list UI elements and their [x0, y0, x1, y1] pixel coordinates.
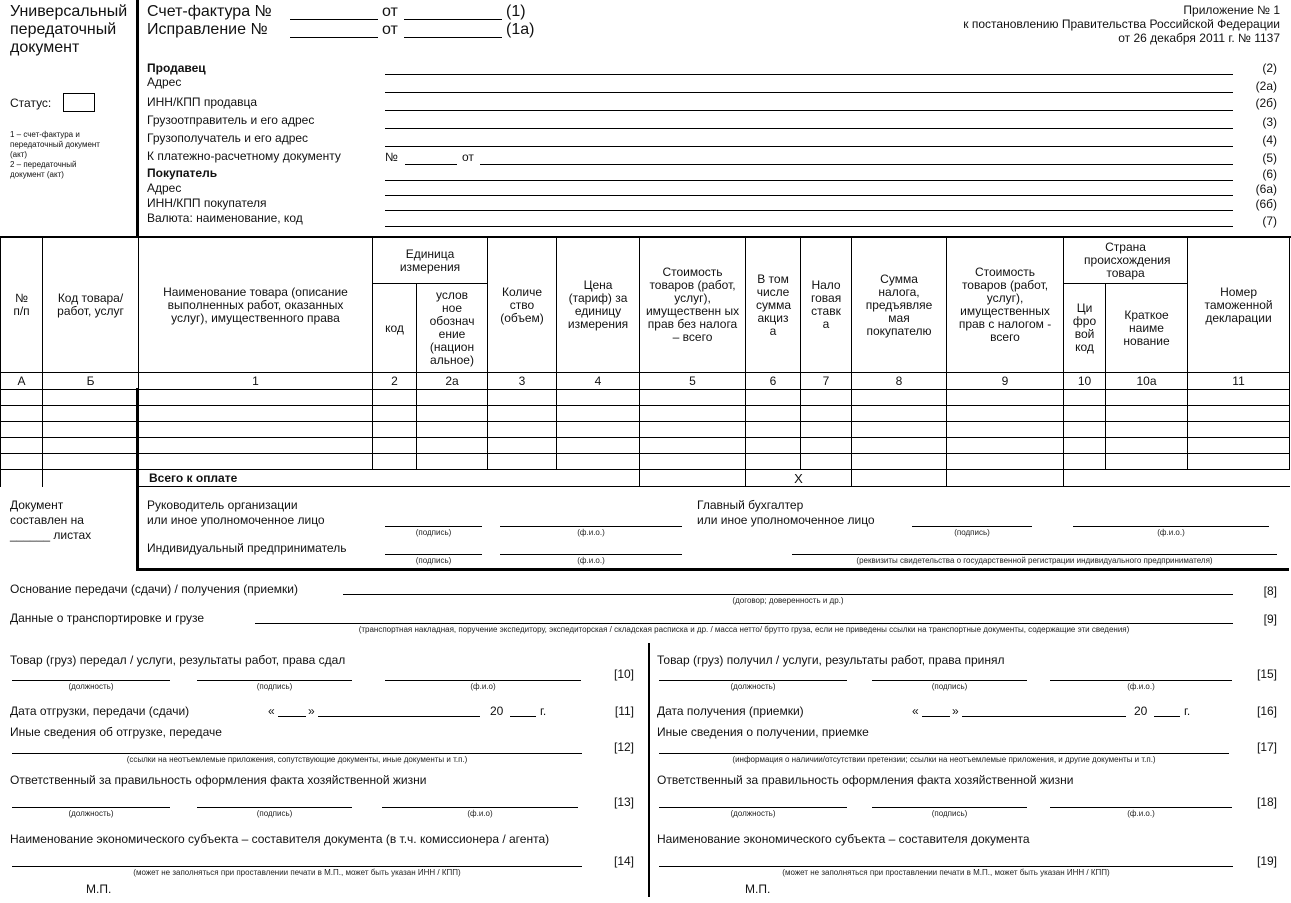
code-15: [15]: [1256, 667, 1277, 681]
correction-code: (1а): [506, 21, 535, 38]
party-code: (2): [1262, 61, 1277, 75]
party-field[interactable]: [385, 92, 1233, 93]
code-17: [17]: [1256, 740, 1277, 754]
right-entity-field[interactable]: [659, 866, 1233, 867]
section-divider: [648, 643, 650, 897]
caption-fio: (ф.и.о.): [577, 556, 605, 565]
right-resp-position-field[interactable]: [659, 807, 847, 808]
code-10: [10]: [613, 667, 634, 681]
party-label: К платежно-расчетному документу: [147, 149, 341, 163]
status-note-line: 1 – счет-фактура и: [10, 130, 80, 139]
col-number: 2: [373, 373, 417, 390]
col-number: 10а: [1106, 373, 1188, 390]
table-row[interactable]: [1, 390, 1290, 406]
party-field[interactable]: [385, 128, 1233, 129]
caption-sign: (подпись): [415, 528, 452, 537]
left-stamp: М.П.: [86, 882, 112, 896]
party-code: (3): [1262, 115, 1277, 129]
col-number: 6: [746, 373, 801, 390]
col-number: 5: [640, 373, 746, 390]
right-responsible-label: Ответственный за правильность оформления факта хозяйственной жизни: [657, 773, 1074, 787]
ship-month-field[interactable]: [318, 716, 480, 717]
caption-sign: (подпись): [256, 682, 293, 691]
correction-from: от: [382, 21, 398, 38]
left-other-field[interactable]: [12, 753, 582, 754]
party-label-buyer: Покупатель: [147, 166, 218, 180]
header-num: № п/п: [1, 238, 43, 373]
party-label: Адрес: [147, 181, 182, 195]
party-label: ИНН/КПП покупателя: [147, 196, 267, 210]
code-13: [13]: [613, 795, 634, 809]
received-label: Товар (груз) получил / услуги, результаты работ, права принял: [657, 653, 1005, 667]
col-number: Б: [43, 373, 139, 390]
header-rate: Нало говая ставк а: [801, 238, 852, 373]
received-sign-field[interactable]: [872, 680, 1027, 681]
party-label: Грузополучатель и его адрес: [147, 131, 309, 145]
left-responsible-label: Ответственный за правильность оформления факта хозяйственной жизни: [10, 773, 427, 787]
header-qty: Количе ство (объем): [488, 238, 557, 373]
goods-table: [0, 237, 1290, 487]
caption-fio: (ф.и.о): [467, 809, 493, 818]
party-code: (4): [1262, 133, 1277, 147]
sheets-line: составлен на: [10, 513, 84, 527]
appendix-line: к постановлению Правительства Российской Федерации: [963, 17, 1280, 31]
right-other-caption: (информация о наличии/отсутствии претензии; ссылки на неотъемлемые приложения, и другие документы и т.п.): [732, 755, 1156, 764]
caption-fio: (ф.и.о.): [1127, 809, 1155, 818]
handed-sign-field[interactable]: [197, 680, 352, 681]
left-other-label: Иные сведения об отгрузке, передаче: [10, 725, 222, 739]
party-label-seller: Продавец: [147, 61, 206, 75]
head-signer-line: или иное уполномоченное лицо: [147, 513, 325, 527]
table-top-thick: [0, 236, 1291, 238]
col-number: 1: [139, 373, 373, 390]
header-divider: [136, 0, 139, 237]
recv-month-field[interactable]: [962, 716, 1126, 717]
code-11: [11]: [614, 704, 634, 718]
caption-fio: (ф.и.о): [470, 682, 496, 691]
year-suffix: г.: [540, 704, 547, 718]
right-entity-caption: (может не заполняться при проставлении печати в М.П., может быть указан ИНН / КПП): [782, 868, 1110, 877]
basis-field[interactable]: [343, 594, 1233, 595]
header-unit-name: услов ное обознач ение (национ альное): [417, 284, 488, 373]
transport-caption: (транспортная накладная, поручение экспедитору, экспедиторская / складская расписка и др. / масса нетто/ брутто груза, если не приведены ссылки на транспортные документы, содержащие эти сведения): [358, 625, 1130, 634]
right-other-field[interactable]: [659, 753, 1229, 754]
ship-year-field[interactable]: [510, 716, 536, 717]
col-number: 11: [1188, 373, 1290, 390]
caption-position: (должность): [730, 682, 776, 691]
left-entity-caption: (может не заполняться при проставлении печати в М.П., может быть указан ИНН / КПП): [133, 868, 461, 877]
party-code: (2а): [1255, 79, 1277, 93]
left-resp-fio-field[interactable]: [382, 807, 578, 808]
party-field[interactable]: [385, 74, 1233, 75]
date-close: »: [952, 704, 959, 718]
entrepreneur-sign-field[interactable]: [385, 554, 482, 555]
doc-title-line: Универсальный: [10, 3, 128, 20]
date-open: «: [912, 704, 919, 718]
recv-year-field[interactable]: [1154, 716, 1180, 717]
doc-title: [10, 3, 127, 57]
code-19: [19]: [1256, 854, 1277, 868]
invoice-code: (1): [506, 3, 526, 20]
invoice-from: от: [382, 3, 398, 20]
right-entity-label: Наименование экономического субъекта – составителя документа: [657, 832, 1030, 846]
party-field[interactable]: [385, 195, 1233, 196]
year-prefix: 20: [1134, 704, 1148, 718]
right-stamp: М.П.: [745, 882, 771, 896]
caption-position: (должность): [730, 809, 776, 818]
status-note: [10, 130, 100, 180]
col-number: 9: [947, 373, 1064, 390]
table-row[interactable]: [1, 422, 1290, 438]
doc-title-line: передаточный: [10, 21, 117, 38]
accountant-fio-field[interactable]: [1073, 526, 1269, 527]
appendix: [963, 3, 1280, 45]
invoice-label: Счет-фактура №: [147, 3, 272, 20]
status-note-line: (акт): [10, 150, 28, 159]
accountant-signer-line: Главный бухгалтер: [697, 498, 804, 512]
caption-sign: (подпись): [954, 528, 990, 537]
head-sign-field[interactable]: [385, 526, 482, 527]
header-name: Наименование товара (описание выполненных работ, оказанных услуг), имущественного права: [139, 238, 373, 373]
caption-fio: (ф.и.о.): [1157, 528, 1185, 537]
col-number: 4: [557, 373, 640, 390]
transport-code: [9]: [1263, 612, 1277, 626]
table-bottom-thick: [136, 568, 1289, 571]
party-label: Грузоотправитель и его адрес: [147, 113, 315, 127]
status-box[interactable]: [63, 93, 95, 112]
date-open: «: [268, 704, 275, 718]
correction-date-field[interactable]: [404, 37, 502, 38]
entrepreneur-requisites-field[interactable]: [792, 554, 1277, 555]
payment-from: от: [462, 150, 474, 164]
correction-number-field[interactable]: [290, 37, 378, 38]
col-number: 7: [801, 373, 852, 390]
header-country-code: Ци фро вой код: [1064, 284, 1106, 373]
sheets-line: ______ листах: [10, 528, 92, 542]
code-12: [12]: [613, 740, 634, 754]
code-14: [14]: [613, 854, 634, 868]
caption-position: (должность): [68, 809, 114, 818]
accountant-sign-field[interactable]: [912, 526, 1032, 527]
head-fio-field[interactable]: [500, 526, 682, 527]
transport-field[interactable]: [255, 623, 1233, 624]
party-field[interactable]: [385, 146, 1233, 147]
status-note-line: 2 – передаточный: [10, 160, 77, 169]
appendix-line: Приложение № 1: [1183, 3, 1280, 17]
basis-caption: (договор; доверенность и др.): [732, 596, 844, 605]
col-number: 3: [488, 373, 557, 390]
status-note-line: передаточный документ: [10, 140, 100, 149]
header-tax: Сумма налога, предъявляе мая покупателю: [852, 238, 947, 373]
transport-label: Данные о транспортировке и грузе: [10, 611, 205, 625]
left-entity-label: Наименование экономического субъекта – составителя документа (в т.ч. комиссионера / агента): [10, 832, 550, 846]
caption-sign: (подпись): [256, 809, 293, 818]
party-code: (7): [1262, 214, 1277, 228]
status-note-line: документ (акт): [10, 170, 64, 179]
party-field[interactable]: [480, 164, 1233, 165]
header-excise: В том числе сумма акциз а: [746, 238, 801, 373]
right-other-label: Иные сведения о получении, приемке: [657, 725, 869, 739]
total-label: Всего к оплате: [139, 470, 640, 487]
correction-label: Исправление №: [147, 21, 268, 38]
col-number: 8: [852, 373, 947, 390]
year-prefix: 20: [490, 704, 504, 718]
right-resp-sign-field[interactable]: [872, 807, 1027, 808]
handed-position-field[interactable]: [12, 680, 170, 681]
caption-requisites: (реквизиты свидетельства о государственной регистрации индивидуального предпринимателя): [856, 556, 1213, 565]
total-row: [1, 470, 1290, 487]
table-left-thick: [136, 388, 139, 570]
recv-day-field[interactable]: [922, 716, 950, 717]
header-cost-tax: Стоимость товаров (работ, услуг), имущественных прав с налогом - всего: [947, 238, 1064, 373]
entrepreneur-label: Индивидуальный предприниматель: [147, 541, 347, 555]
ship-date-label: Дата отгрузки, передачи (сдачи): [10, 704, 190, 718]
invoice-number-field[interactable]: [290, 19, 378, 20]
recv-date-label: Дата получения (приемки): [657, 704, 804, 718]
table-row[interactable]: [1, 438, 1290, 454]
status-label: Статус:: [10, 96, 52, 110]
total-x: X: [746, 470, 852, 487]
basis-label: Основание передачи (сдачи) / получения (приемки): [10, 582, 298, 596]
party-field[interactable]: [405, 164, 457, 165]
caption-sign: (подпись): [931, 809, 968, 818]
header-unit: Единица измерения: [373, 238, 488, 284]
header-unit-code: код: [373, 284, 417, 373]
left-resp-position-field[interactable]: [12, 807, 170, 808]
caption-position: (должность): [68, 682, 114, 691]
left-other-caption: (ссылки на неотъемлемые приложения, сопутствующие документы, иные документы и т.п.): [126, 755, 468, 764]
col-number: 10: [1064, 373, 1106, 390]
caption-sign: (подпись): [931, 682, 968, 691]
code-16: [16]: [1256, 704, 1277, 718]
party-field[interactable]: [385, 180, 1233, 181]
header-code: Код товара/ работ, услуг: [43, 238, 139, 373]
party-code: (6): [1262, 167, 1277, 181]
party-code: (6б): [1255, 197, 1277, 211]
col-number: 2а: [417, 373, 488, 390]
received-position-field[interactable]: [659, 680, 847, 681]
sheets-line: Документ: [10, 498, 64, 512]
handed-label: Товар (груз) передал / услуги, результаты работ, права сдал: [10, 653, 346, 667]
invoice-date-field[interactable]: [404, 19, 502, 20]
code-18: [18]: [1256, 795, 1277, 809]
party-code: (2б): [1255, 96, 1277, 110]
header-price: Цена (тариф) за единицу измерения: [557, 238, 640, 373]
ship-day-field[interactable]: [278, 716, 306, 717]
right-resp-fio-field[interactable]: [1050, 807, 1232, 808]
entrepreneur-fio-field[interactable]: [500, 554, 682, 555]
head-signer-line: Руководитель организации: [147, 498, 298, 512]
left-entity-field[interactable]: [12, 866, 582, 867]
party-label: Адрес: [147, 75, 182, 89]
caption-sign: (подпись): [415, 556, 452, 565]
head-signer: [147, 498, 325, 528]
accountant-signer-line: или иное уполномоченное лицо: [697, 513, 875, 527]
party-code: (5): [1262, 151, 1277, 165]
col-number: А: [1, 373, 43, 390]
sheets-info: [10, 498, 91, 543]
header-cost: Стоимость товаров (работ, услуг), имущественн ых прав без налога – всего: [640, 238, 746, 373]
accountant-signer: [697, 498, 875, 528]
header-country-name: Краткое наиме нование: [1106, 284, 1188, 373]
left-resp-sign-field[interactable]: [197, 807, 352, 808]
handed-fio-field[interactable]: [385, 680, 581, 681]
date-close: »: [308, 704, 315, 718]
appendix-line: от 26 декабря 2011 г. № 1137: [1118, 31, 1280, 45]
doc-title-line: документ: [10, 39, 80, 56]
header-customs: Номер таможенной декларации: [1188, 238, 1290, 373]
party-label: ИНН/КПП продавца: [147, 95, 258, 109]
party-label: Валюта: наименование, код: [147, 211, 303, 225]
party-code: (6а): [1255, 182, 1277, 196]
basis-code: [8]: [1263, 584, 1277, 598]
header-country: Страна происхождения товара: [1064, 238, 1188, 284]
year-suffix: г.: [1184, 704, 1191, 718]
table-row[interactable]: [1, 406, 1290, 422]
party-field[interactable]: [385, 110, 1233, 111]
caption-fio: (ф.и.о.): [577, 528, 605, 537]
payment-no: №: [385, 150, 398, 164]
received-fio-field[interactable]: [1050, 680, 1232, 681]
party-field[interactable]: [385, 210, 1233, 211]
party-field[interactable]: [385, 226, 1233, 227]
table-row[interactable]: [1, 454, 1290, 470]
caption-fio: (ф.и.о.): [1127, 682, 1155, 691]
